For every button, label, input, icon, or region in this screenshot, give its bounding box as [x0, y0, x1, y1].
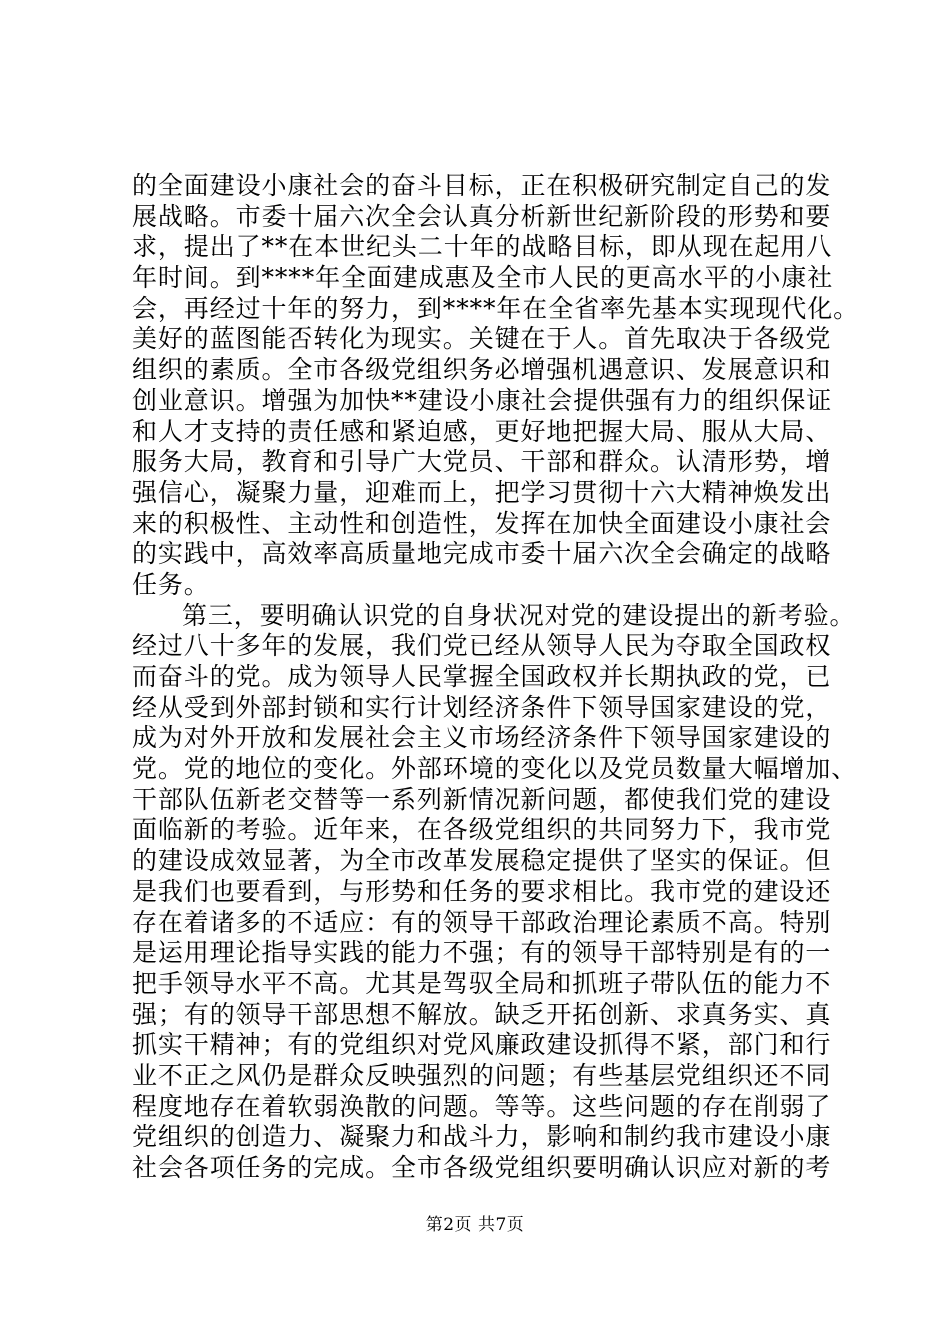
- text-line: 党。党的地位的变化。外部环境的变化以及党员数量大幅增加、: [132, 754, 858, 784]
- text-line: 美好的蓝图能否转化为现实。关键在于人。首先取决于各级党: [132, 324, 832, 354]
- text-line: 党组织的创造力、凝聚力和战斗力，影响和制约我市建设小康: [132, 1122, 832, 1152]
- text-line: 的建设成效显著，为全市改革发展稳定提供了坚实的保证。但: [132, 846, 832, 876]
- text-line: 程度地存在着软弱涣散的问题。等等。这些问题的存在削弱了: [132, 1091, 832, 1121]
- text-line: 创业意识。增强为加快**建设小康社会提供强有力的组织保证: [132, 385, 833, 415]
- text-line: 展战略。市委十届六次全会认真分析新世纪新阶段的形势和要: [132, 201, 832, 231]
- text-line: 的全面建设小康社会的奋斗目标，正在积极研究制定自己的发: [132, 171, 832, 200]
- text-line: 把手领导水平不高。尤其是驾驭全局和抓班子带队伍的能力不: [132, 968, 832, 998]
- text-line: 任务。: [132, 569, 210, 599]
- text-line: 社会各项任务的完成。全市各级党组织要明确认识应对新的考: [132, 1153, 832, 1182]
- paragraph-start-line: 第三，要明确认识党的自身状况对党的建设提出的新考验。: [182, 600, 856, 630]
- text-line: 来的积极性、主动性和创造性，发挥在加快全面建设小康社会: [132, 508, 832, 538]
- text-line: 而奋斗的党。成为领导人民掌握全国政权并长期执政的党，已: [132, 662, 832, 691]
- text-line: 组织的素质。全市各级党组织务必增强机遇意识、发展意识和: [132, 355, 832, 385]
- text-line: 服务大局，教育和引导广大党员、干部和群众。认清形势，增: [132, 447, 832, 477]
- body-text: [132, 171, 860, 1184]
- text-line: 的实践中，高效率高质量地完成市委十届六次全会确定的战略: [132, 539, 832, 569]
- text-line: 经过八十多年的发展，我们党已经从领导人民为夺取全国政权: [132, 631, 832, 661]
- text-line: 存在着诸多的不适应：有的领导干部政治理论素质不高。特别: [132, 907, 832, 937]
- text-line: 和人才支持的责任感和紧迫感，更好地把握大局、服从大局、: [132, 416, 832, 446]
- text-line: 是我们也要看到，与形势和任务的要求相比。我市党的建设还: [132, 876, 832, 906]
- text-line: 是运用理论指导实践的能力不强；有的领导干部特别是有的一: [132, 938, 832, 968]
- text-line: 经从受到外部封锁和实行计划经济条件下领导国家建设的党，: [132, 692, 832, 722]
- text-line: 强；有的领导干部思想不解放。缺乏开拓创新、求真务实、真: [132, 999, 832, 1029]
- text-line: 面临新的考验。近年来，在各级党组织的共同努力下，我市党: [132, 815, 832, 845]
- page-footer: [0, 1213, 950, 1237]
- text-line: 业不正之风仍是群众反映强烈的问题；有些基层党组织还不同: [132, 1060, 832, 1090]
- text-line: 求，提出了**在本世纪头二十年的战略目标，即从现在起用八: [132, 232, 833, 262]
- text-line: 年时间。到****年全面建成惠及全市人民的更高水平的小康社: [132, 263, 834, 293]
- text-line: 强信心，凝聚力量，迎难而上，把学习贯彻十六大精神焕发出: [132, 477, 832, 507]
- text-line: 干部队伍新老交替等一系列新情况新问题，都使我们党的建设: [132, 784, 832, 814]
- text-line: 抓实干精神；有的党组织对党风廉政建设抓得不紧，部门和行: [132, 1030, 832, 1060]
- text-line: 成为对外开放和发展社会主义市场经济条件下领导国家建设的: [132, 723, 832, 753]
- text-line: 会，再经过十年的努力，到****年在全省率先基本实现现代化。: [132, 293, 860, 323]
- page-number-label: 第2页 共7页: [425, 1215, 525, 1235]
